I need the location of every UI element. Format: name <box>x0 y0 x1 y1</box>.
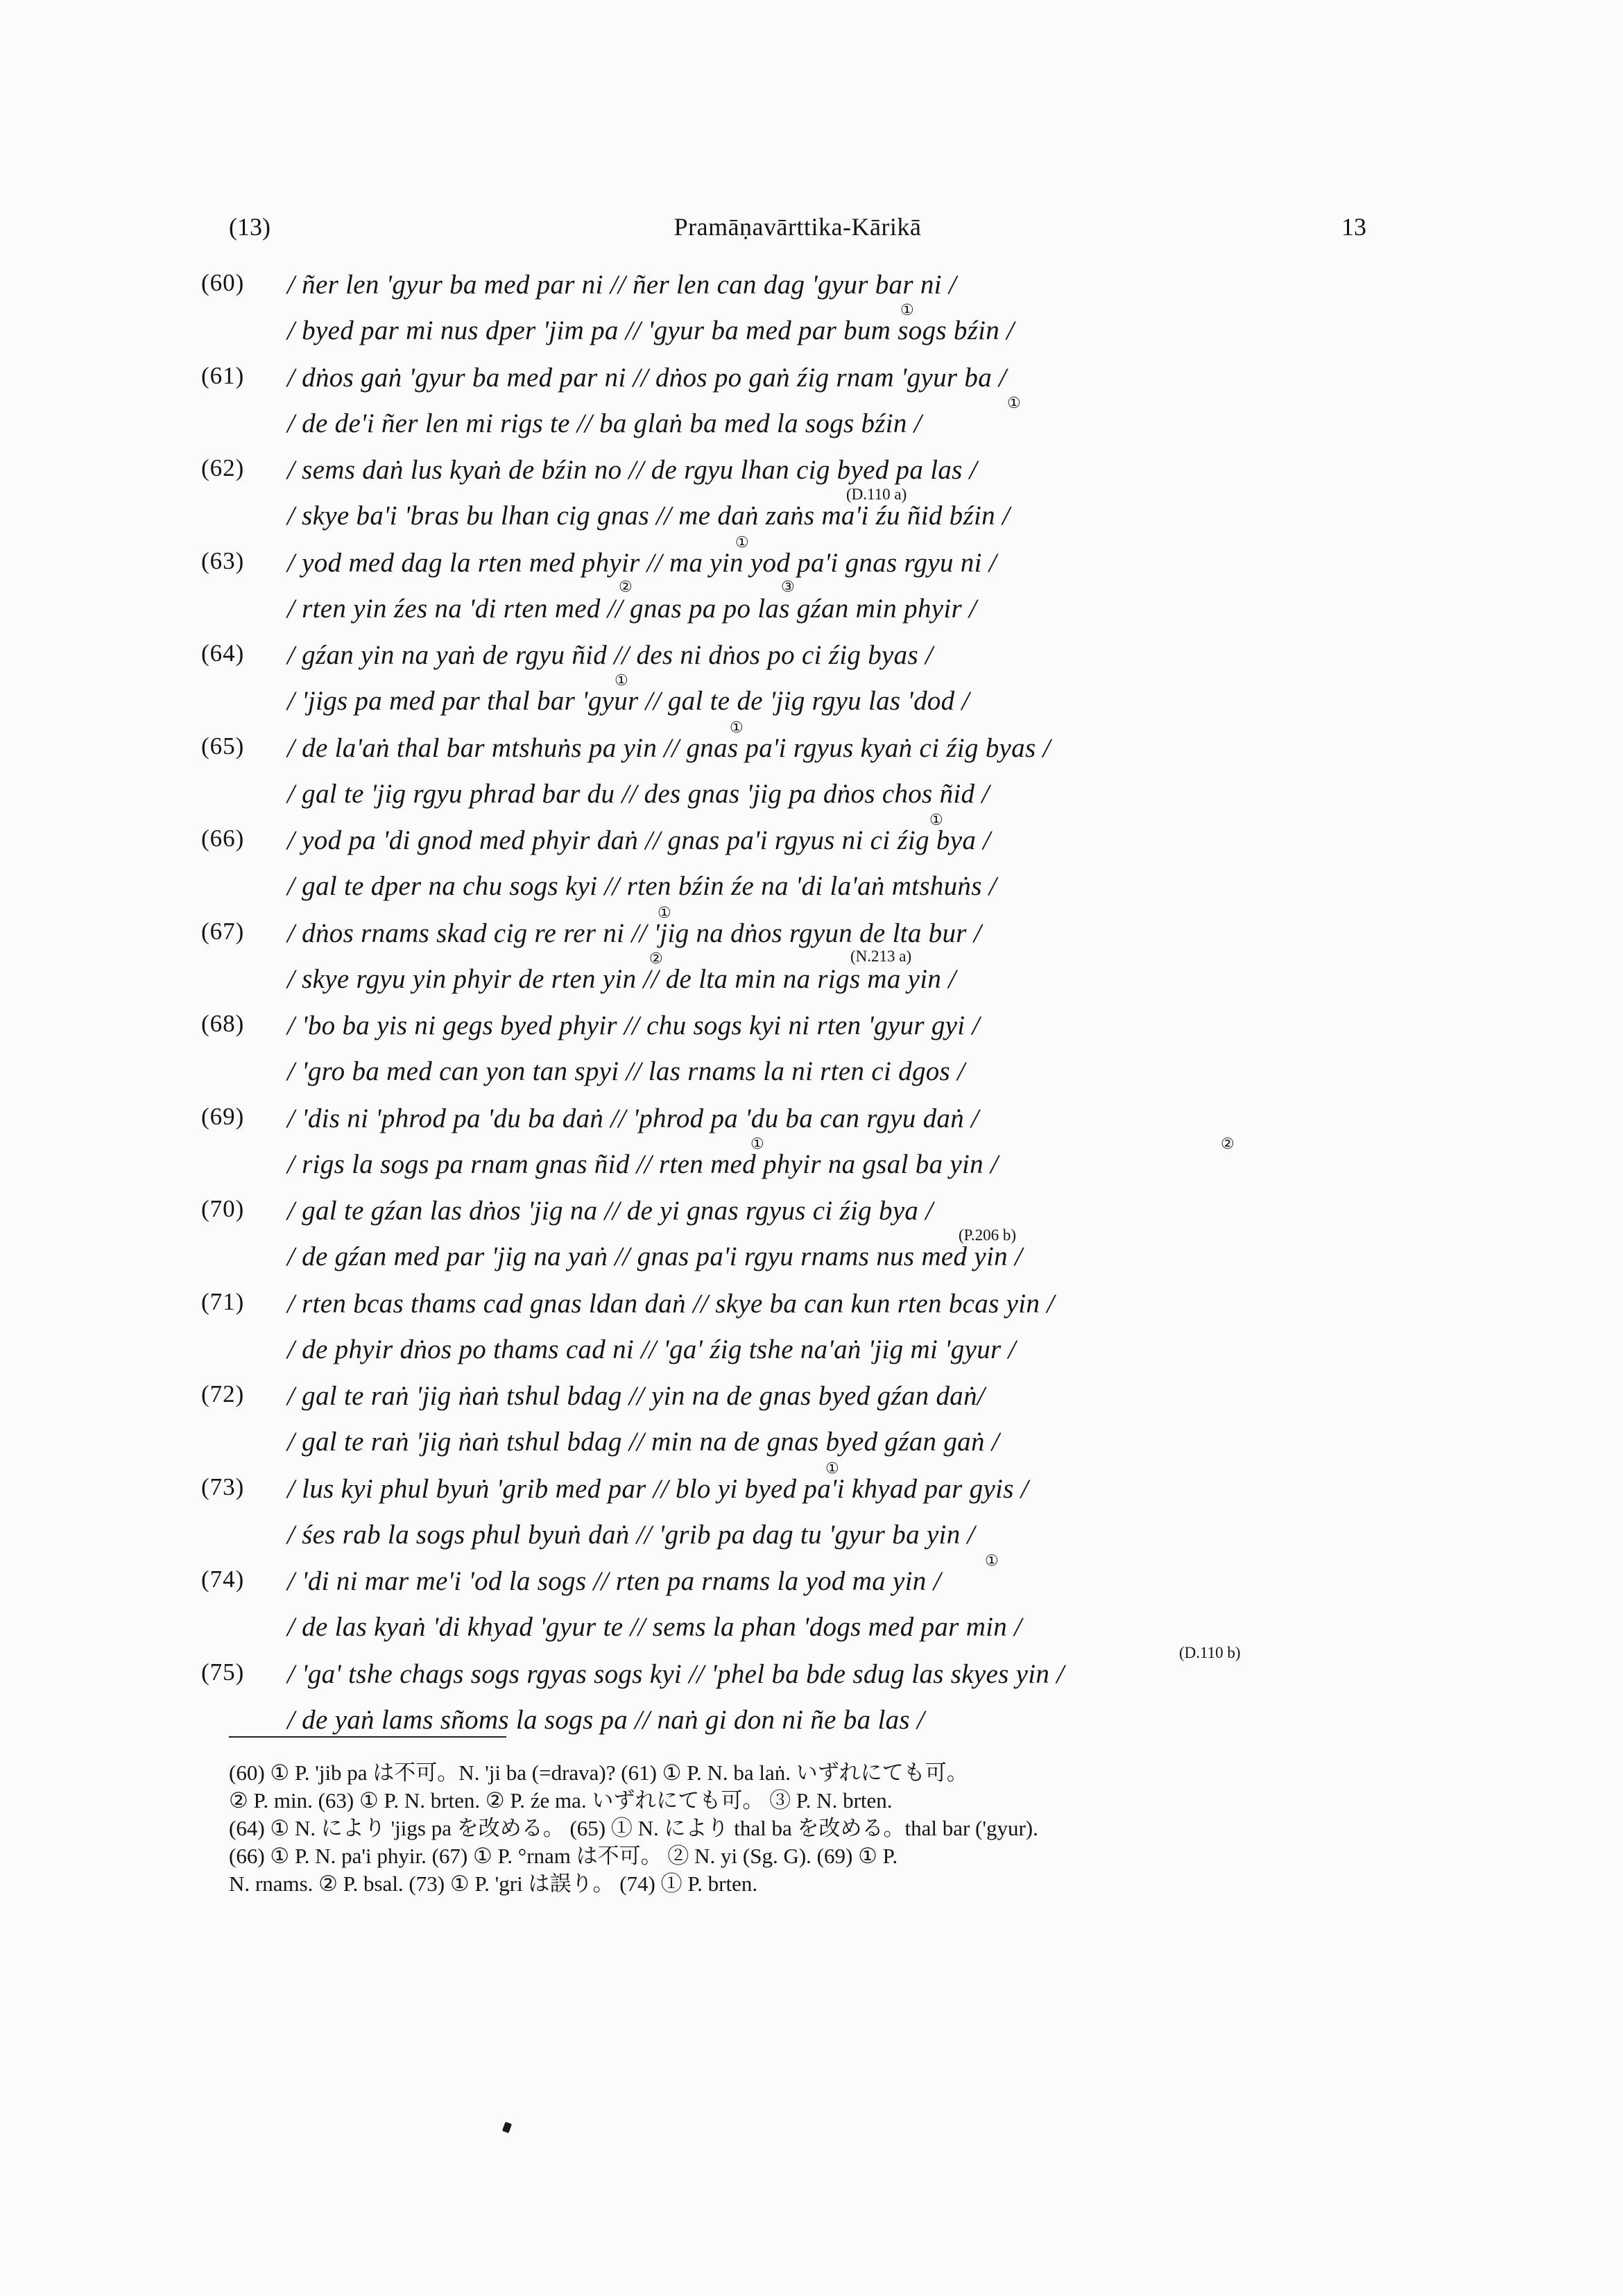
verse-line: / dṅos rnams skad cig re rer ni // 'jig na dṅos rgyun de lta bur / <box>287 918 981 948</box>
verse-line: / 'bo ba yis ni gegs byed phyir // chu sogs kyi ni rten 'gyur gyi / <box>287 1011 980 1040</box>
verse-65 <box>201 718 1380 825</box>
verse-number: (70) <box>201 1195 245 1222</box>
verse-number: (66) <box>201 825 245 852</box>
header-title: Pramāṇavārttika-Kārikā <box>673 213 922 241</box>
verse-68 <box>201 1010 1380 1103</box>
page-reference: (N.213 a) <box>850 947 912 965</box>
verse-line: / gal te dper na chu sogs kyi // rten bźin źe na 'di la'aṅ mtshuṅs / <box>287 871 997 901</box>
footnote-line: ② P. min. (63) ① P. N. brten. ② P. źe ma. いずれにても可。 ③ P. N. brten. <box>229 1788 893 1813</box>
footnote-marker: ③ <box>781 577 795 595</box>
verse-line: / gźan yin na yaṅ de rgyu ñid // des ni dṅos po ci źig byas / <box>287 640 934 670</box>
verse-71 <box>201 1288 1380 1381</box>
footnote-line: N. rnams. ② P. bsal. (73) ① P. 'gri は誤り。 (74) ① P. brten. <box>229 1871 758 1896</box>
verse-line: / lus kyi phul byuṅ 'grib med par // blo yi byed pa'i khyad par gyis / <box>287 1473 1029 1504</box>
verse-61 <box>201 362 1380 455</box>
header-page-number: 13 <box>1341 213 1366 241</box>
verse-line: / 'di ni mar me'i 'od la sogs // rten pa rnams la yod ma yin / <box>287 1566 941 1596</box>
verse-line: / de gźan med par 'jig na yaṅ // gnas pa'i rgyu rnams nus med yin / <box>287 1242 1023 1271</box>
verse-64 <box>201 640 1380 736</box>
verse-line: / sems daṅ lus kyaṅ de bźin no // de rgyu lhan cig byed pa las / <box>287 455 977 485</box>
footnote-marker: ① <box>985 1552 999 1569</box>
verse-number: (63) <box>201 547 245 574</box>
verse-line: / gal te raṅ 'jig ṅaṅ tshul bdag // min na de gnas byed gźan gaṅ / <box>287 1427 999 1457</box>
verse-66 <box>201 811 1380 921</box>
footnote-marker: ② <box>649 949 663 967</box>
footnote-marker: ② <box>619 577 633 595</box>
verse-number: (69) <box>201 1102 245 1130</box>
footnote-marker: ① <box>929 811 943 828</box>
verse-line: / ñer len 'gyur ba med par ni // ñer len can dag 'gyur bar ni / <box>287 270 956 300</box>
verse-line: / skye ba'i 'bras bu lhan cig gnas // me daṅ zaṅs ma'i źu ñid bźin / <box>287 501 1011 531</box>
verse-line: / de yaṅ lams sñoms la sogs pa // naṅ gi don ni ñe ba las / <box>287 1704 925 1735</box>
footnote-line: (60) ① P. 'jib pa は不可。N. 'ji ba (=drava)? (61) ① P. N. ba laṅ. いずれにても可。 <box>229 1760 968 1785</box>
footnote-marker: ① <box>658 903 671 921</box>
verse-line: / dṅos gaṅ 'gyur ba med par ni // dṅos po gaṅ źig rnam 'gyur ba / <box>287 362 1007 393</box>
verse-line: / byed par mi nus dper 'jim pa // 'gyur ba med par bum sogs bźin / <box>287 316 1015 345</box>
footnote-marker: ① <box>750 1134 764 1152</box>
verse-69 <box>201 1103 1380 1196</box>
verse-line: / de de'i ñer len mi rigs te // ba glaṅ ba med la sogs bźin / <box>287 408 922 438</box>
verse-line: / de la'aṅ thal bar mtshuṅs pa yin // gnas pa'i rgyus kyaṅ ci źig byas / <box>287 733 1051 763</box>
footnote-marker: ① <box>615 671 628 689</box>
verse-line: / de las kyaṅ 'di khyad 'gyur te // sems la phan 'dogs med par min / <box>287 1612 1022 1642</box>
verse-63 <box>201 533 1380 640</box>
verse-67 <box>201 903 1380 1011</box>
verse-line: / gal te 'jig rgyu phrad bar du // des gnas 'jig pa dṅos chos ñid / <box>287 778 990 809</box>
footnote-marker: ① <box>730 718 744 736</box>
verse-line: / 'ga' tshe chags sogs rgyas sogs kyi // 'phel ba bde sdug las skyes yin / <box>287 1659 1065 1689</box>
footnote-rule <box>229 1736 506 1738</box>
header-left-number: (13) <box>229 213 270 241</box>
verse-number: (74) <box>201 1566 245 1593</box>
verse-60 <box>201 269 1380 362</box>
page-reference: (P.206 b) <box>959 1226 1017 1244</box>
verse-number: (75) <box>201 1658 245 1686</box>
verse-line: / rigs la sogs pa rnam gnas ñid // rten med phyir na gsal ba yin / <box>287 1149 999 1179</box>
verse-number: (71) <box>201 1287 245 1315</box>
page-reference: (D.110 a) <box>846 486 907 503</box>
footnote-marker: ① <box>900 301 914 318</box>
verse-number: (61) <box>201 361 245 389</box>
verse-number: (64) <box>201 640 245 667</box>
verse-line: / yod pa 'di gnod med phyir daṅ // gnas pa'i rgyus ni ci źig bya / <box>287 825 991 855</box>
verse-line: / śes rab la sogs phul byuṅ daṅ // 'grib pa dag tu 'gyur ba yin / <box>287 1519 975 1550</box>
verse-number: (68) <box>201 1010 245 1037</box>
running-header <box>229 212 1366 247</box>
footnote-marker: ② <box>1221 1134 1235 1152</box>
footnote-line: (64) ① N. により 'jigs pa を改める。 (65) ① N. により thal ba を改める。thal bar ('gyur). <box>229 1816 1038 1840</box>
verse-number: (62) <box>201 454 245 481</box>
verse-number: (72) <box>201 1380 245 1407</box>
footnote-marker: ① <box>825 1459 839 1477</box>
verse-line: / rten yin źes na 'di rten med // gnas pa po las gźan min phyir / <box>287 593 977 624</box>
verse-line: / yod med dag la rten med phyir // ma yin yod pa'i gnas rgyu ni / <box>287 547 997 578</box>
verse-line: / de phyir dṅos po thams cad ni // 'ga' źig tshe na'aṅ 'jig mi 'gyur / <box>287 1334 1016 1364</box>
verse-number: (65) <box>201 732 245 760</box>
verse-list <box>201 269 1380 1751</box>
footnote-line: (66) ① P. N. pa'i phyir. (67) ① P. °rnam は不可。 ② N. yi (Sg. G). (69) ① P. <box>229 1844 898 1868</box>
verse-70 <box>201 1195 1380 1288</box>
verse-line: / 'dis ni 'phrod pa 'du ba daṅ // 'phrod pa 'du ba can rgyu daṅ / <box>287 1103 979 1133</box>
verse-line: / gal te gźan las dṅos 'jig na // de yi gnas rgyus ci źig bya / <box>287 1196 934 1226</box>
verse-number: (67) <box>201 917 245 945</box>
verse-number: (73) <box>201 1473 245 1500</box>
verse-line: / 'jigs pa med par thal bar 'gyur // gal te de 'jig rgyu las 'dod / <box>287 686 970 716</box>
verse-72 <box>201 1380 1380 1473</box>
verse-line: / 'gro ba med can yon tan spyi // las rnams la ni rten ci dgos / <box>287 1056 965 1086</box>
verse-73 <box>201 1459 1380 1569</box>
page-reference: (D.110 b) <box>1179 1643 1241 1661</box>
verse-62 <box>201 454 1380 547</box>
verse-line: / rten bcas thams cad gnas ldan daṅ // skye ba can kun rten bcas yin / <box>287 1288 1055 1319</box>
verse-line: / skye rgyu yin phyir de rten yin // de lta min na rigs ma yin / <box>287 963 956 994</box>
footnote-marker: ① <box>735 533 749 551</box>
verse-line: / gal te raṅ 'jig ṅaṅ tshul bdag // yin na de gnas byed gźan daṅ/ <box>287 1381 986 1411</box>
footnote-marker: ① <box>1007 393 1021 411</box>
verse-number: (60) <box>201 269 245 296</box>
footnotes <box>229 1759 1408 1898</box>
ink-speck <box>502 2122 512 2134</box>
